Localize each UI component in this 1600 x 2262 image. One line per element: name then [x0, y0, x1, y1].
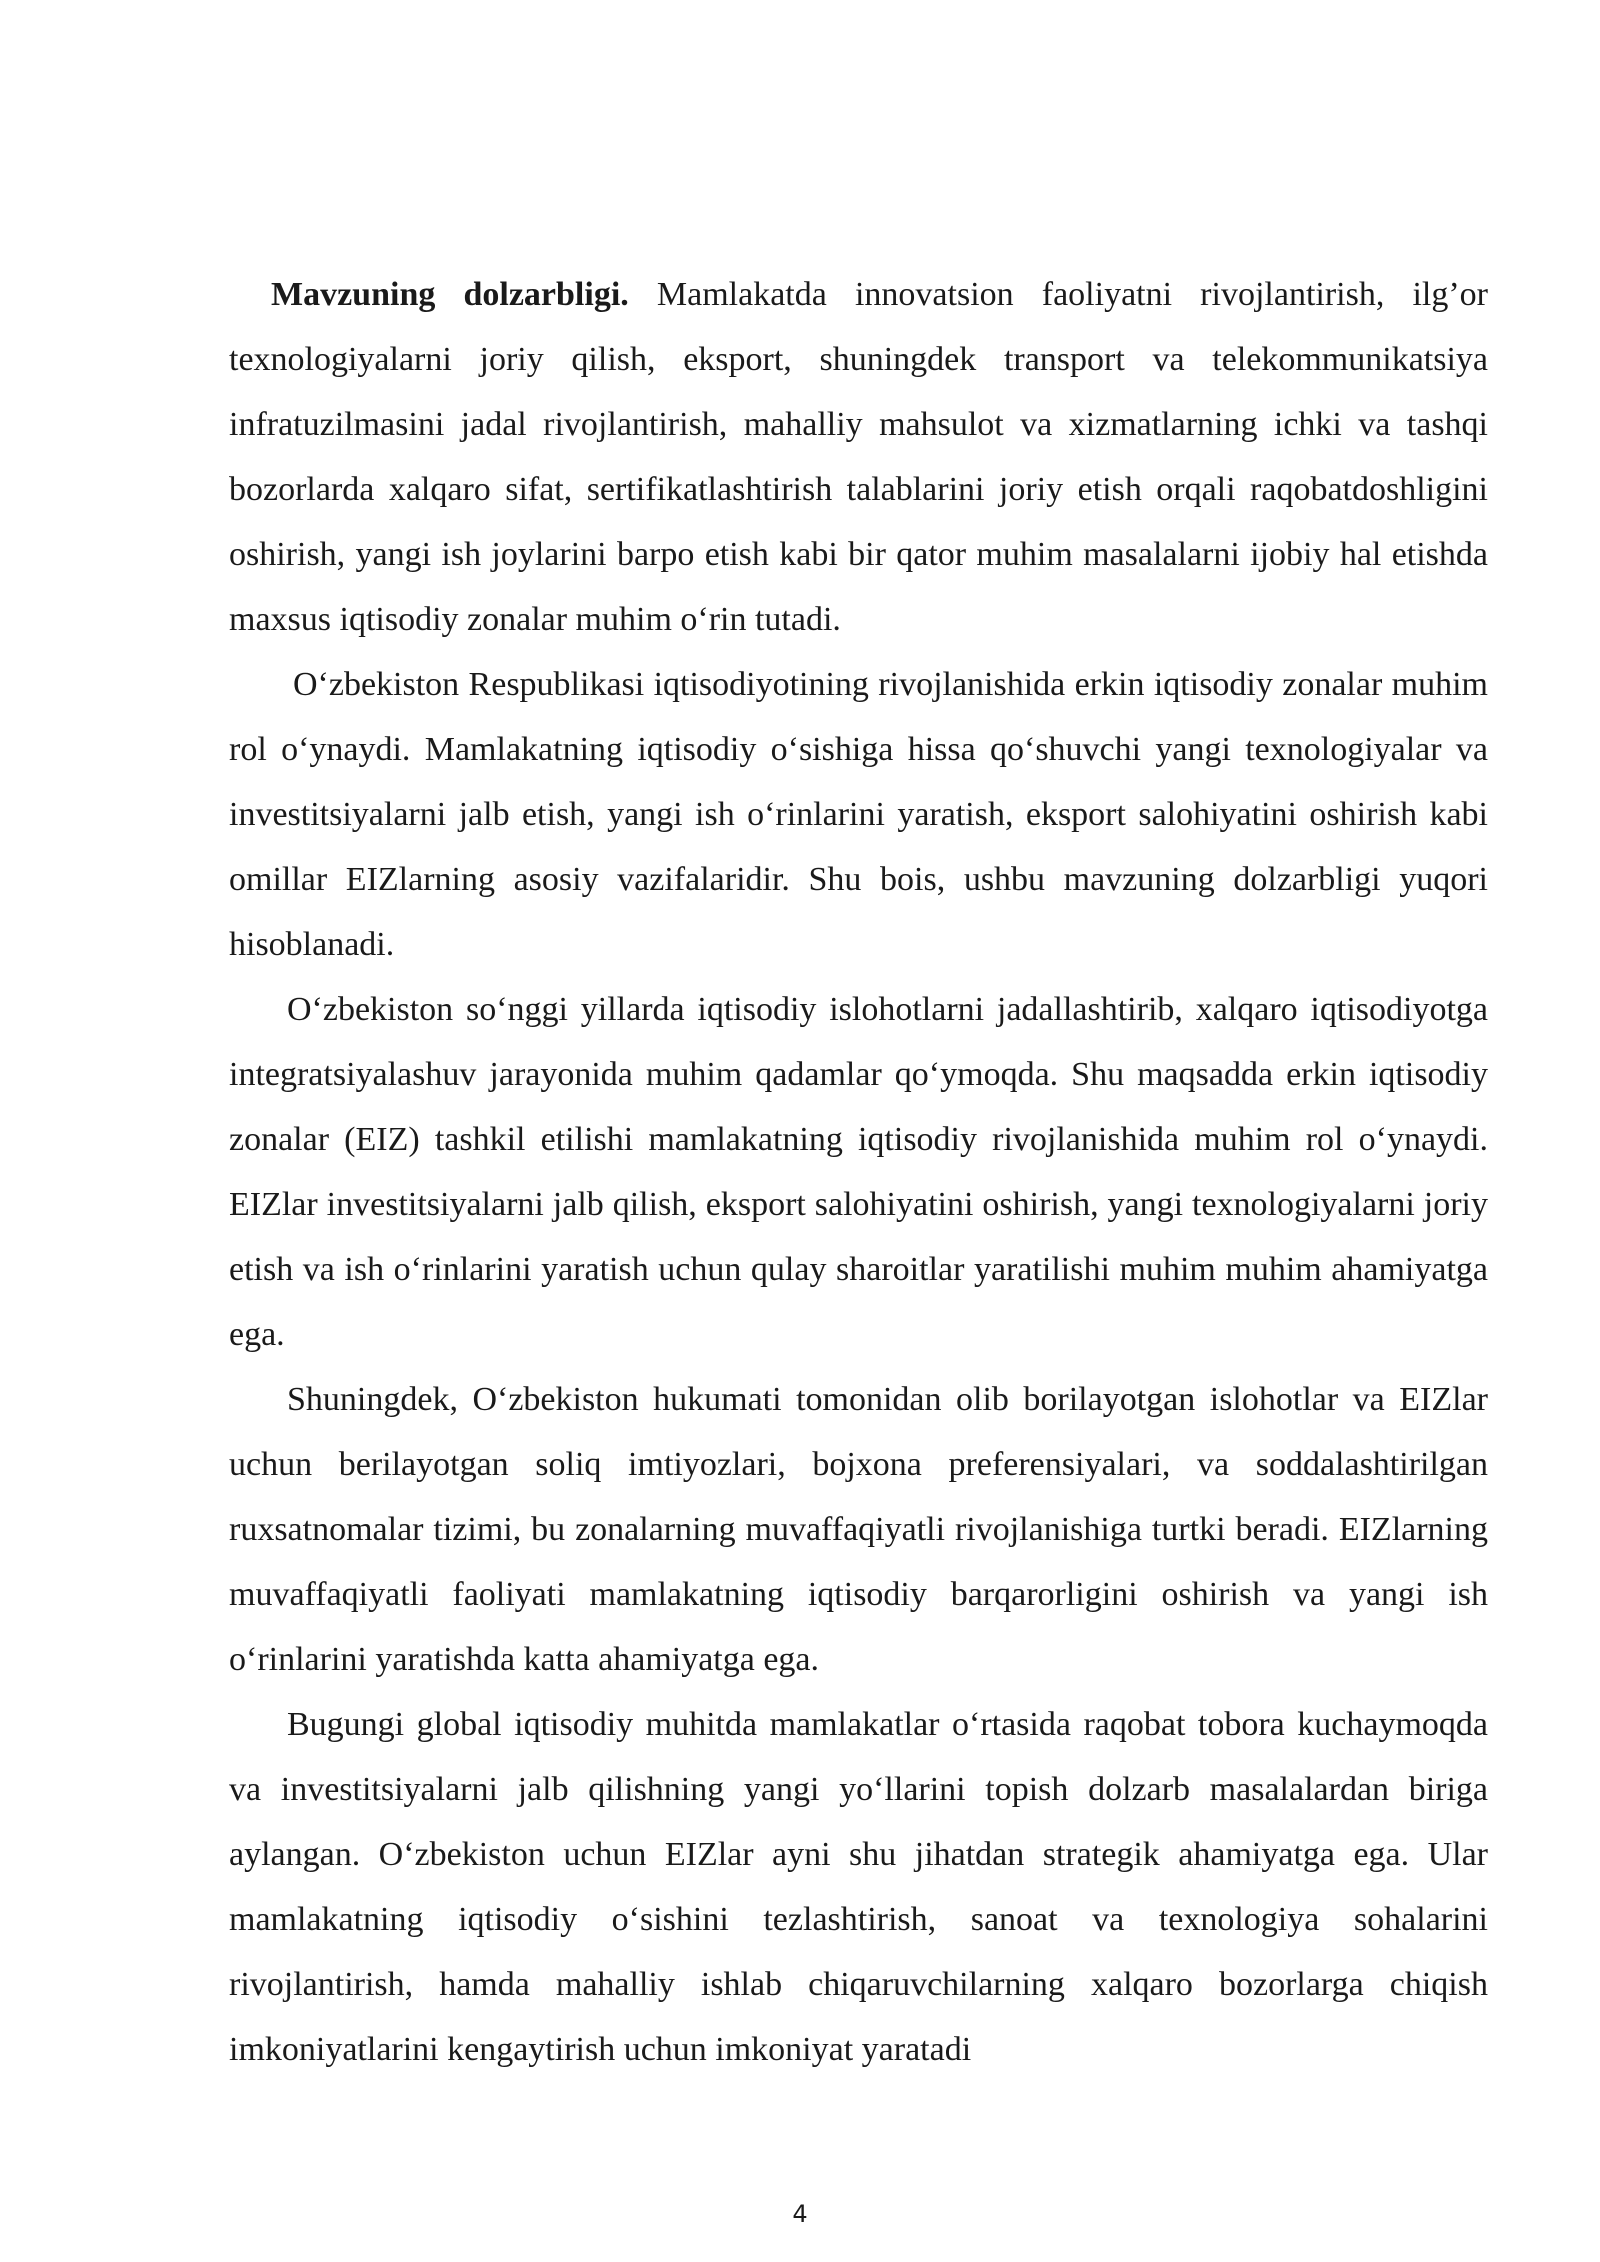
section-heading: Mavzuning dolzarbligi.: [271, 276, 629, 313]
page-number: 4: [792, 2200, 808, 2228]
paragraph: [229, 977, 1488, 1367]
paragraph-text: Mamlakatda innovatsion faoliyatni rivojlantirish, ilg’or texnologiyalarni joriy qilish, eksport, shuningdek transport va telekommunikatsiya infratuzilmasini jadal rivojlantirish, mahalliy mahsulot va xizmatlarning ichki va tashqi bozorlarda xalqaro sifat, sertifikatlashtirish talablarini joriy etish orqali raqobatdoshligini oshirish, yangi ish joylarini barpo etish kabi bir qator muhim masalalarni ijobiy hal etishda maxsus iqtisodiy zonalar muhim o‘rin tutadi.: [229, 276, 1488, 638]
paragraph: [229, 1692, 1488, 2082]
paragraph-relevance: [229, 262, 1488, 652]
paragraph: [229, 652, 1488, 977]
paragraph-text: O‘zbekiston so‘nggi yillarda iqtisodiy islohotlarni jadallashtirib, xalqaro iqtisodiyotga integratsiyalashuv jarayonida muhim qadamlar qo‘ymoqda. Shu maqsadda erkin iqtisodiy zonalar (EIZ) tashkil etilishi mamlakatning iqtisodiy rivojlanishida muhim rol o‘ynaydi. EIZlar investitsiyalarni jalb qilish, eksport salohiyatini oshirish, yangi texnologiyalarni joriy etish va ish o‘rinlarini yaratish uchun qulay sharoitlar yaratilishi muhim muhim ahamiyatga ega.: [229, 991, 1488, 1353]
paragraph-text: O‘zbekiston Respublikasi iqtisodiyotining rivojlanishida erkin iqtisodiy zonalar muhim rol o‘ynaydi. Mamlakatning iqtisodiy o‘sishiga hissa qo‘shuvchi yangi texnologiyalar va investitsiyalarni jalb etish, yangi ish o‘rinlarini yaratish, eksport salohiyatini oshirish kabi omillar EIZlarning asosiy vazifalaridir. Shu bois, ushbu mavzuning dolzarbligi yuqori hisoblanadi.: [229, 666, 1488, 963]
paragraph-text: Shuningdek, O‘zbekiston hukumati tomonidan olib borilayotgan islohotlar va EIZlar uchun berilayotgan soliq imtiyozlari, bojxona preferensiyalari, va soddalashtirilgan ruxsatnomalar tizimi, bu zonalarning muvaffaqiyatli rivojlanishiga turtki beradi. EIZlarning muvaffaqiyatli faoliyati mamlakatning iqtisodiy barqarorligini oshirish va yangi ish o‘rinlarini yaratishda katta ahamiyatga ega.: [229, 1381, 1488, 1678]
paragraph-text: Bugungi global iqtisodiy muhitda mamlakatlar o‘rtasida raqobat tobora kuchaymoqda va investitsiyalarni jalb qilishning yangi yo‘llarini topish dolzarb masalalardan biriga aylangan. O‘zbekiston uchun EIZlar ayni shu jihatdan strategik ahamiyatga ega. Ular mamlakatning iqtisodiy o‘sishini tezlashtirish, sanoat va texnologiya sohalarini rivojlantirish, hamda mahalliy ishlab chiqaruvchilarning xalqaro bozorlarga chiqish imkoniyatlarini kengaytirish uchun imkoniyat yaratadi: [229, 1706, 1488, 2068]
body-text: [229, 262, 1488, 2082]
paragraph: [229, 1367, 1488, 1692]
